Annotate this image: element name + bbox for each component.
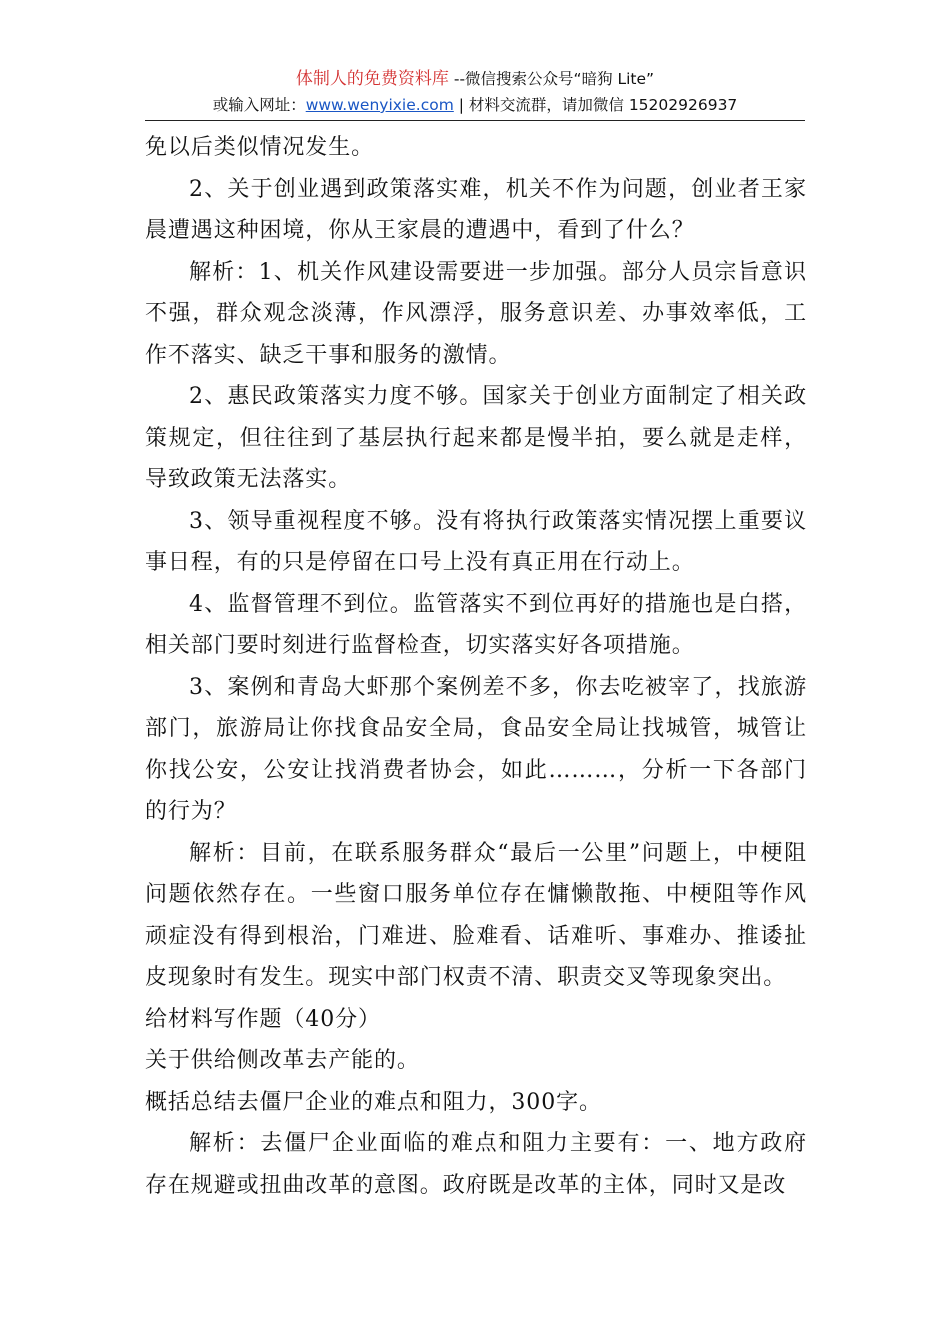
page-header <box>145 66 805 121</box>
website-link[interactable]: www.wenyixie.com <box>305 96 454 114</box>
question-paragraph: 3、案例和青岛大虾那个案例差不多，你去吃被宰了，找旅游部门，旅游局让你找食品安全局，食品安全局让找城管，城管让你找公安，公安让找消费者协会，如此………，分析一下各部门的行为？ <box>145 674 807 824</box>
section-heading: 给材料写作题（40分） <box>145 1006 381 1032</box>
header-tagline: --微信搜索公众号“暗狗 Lite” <box>448 70 655 88</box>
analysis-paragraph: 解析：去僵尸企业面临的难点和阻力主要有：一、地方政府存在规避或扭曲改革的意图。政府既是改革的主体，同时又是改 <box>145 1131 807 1198</box>
paragraph: 2、惠民政策落实力度不够。国家关于创业方面制定了相关政策规定，但往往到了基层执行起来都是慢半拍，要么就是走样，导致政策无法落实。 <box>145 384 807 492</box>
analysis-paragraph: 解析：1、机关作风建设需要进一步加强。部分人员宗旨意识不强，群众观念淡薄，作风漂浮，服务意识差、办事效率低，工作不落实、缺乏干事和服务的激情。 <box>145 259 807 368</box>
question-paragraph: 2、关于创业遇到政策落实难，机关不作为问题，创业者王家晨遭遇这种困境，你从王家晨的遭遇中，看到了什么？ <box>145 176 807 243</box>
header-line-1 <box>145 66 805 92</box>
document-body <box>145 127 807 1206</box>
analysis-paragraph: 解析：目前，在联系服务群众“最后一公里”问题上，中梗阻问题依然存在。一些窗口服务单位存在慵懒散拖、中梗阻等作风顽症没有得到根治，门难进、脸难看、话难听、事难办、推诿扯皮现象时有发生。现实中部门权责不清、职责交叉等现象突出。 <box>145 840 807 990</box>
brand-title: 体制人的免费资料库 <box>295 69 449 89</box>
paragraph: 关于供给侧改革去产能的。 <box>145 1048 420 1073</box>
url-prefix: 或输入网址： <box>212 96 306 114</box>
paragraph: 4、监督管理不到位。监管落实不到位再好的措施也是白搭，相关部门要时刻进行监督检查，切实落实好各项措施。 <box>145 591 807 658</box>
paragraph: 3、领导重视程度不够。没有将执行政策落实情况摆上重要议事日程，有的只是停留在口号上没有真正用在行动上。 <box>145 508 807 575</box>
contact-info: | 材料交流群，请加微信 15202926937 <box>453 96 738 114</box>
paragraph: 免以后类似情况发生。 <box>145 135 375 160</box>
question-paragraph: 概括总结去僵尸企业的难点和阻力，300字。 <box>145 1089 602 1115</box>
header-line-2 <box>145 92 805 118</box>
